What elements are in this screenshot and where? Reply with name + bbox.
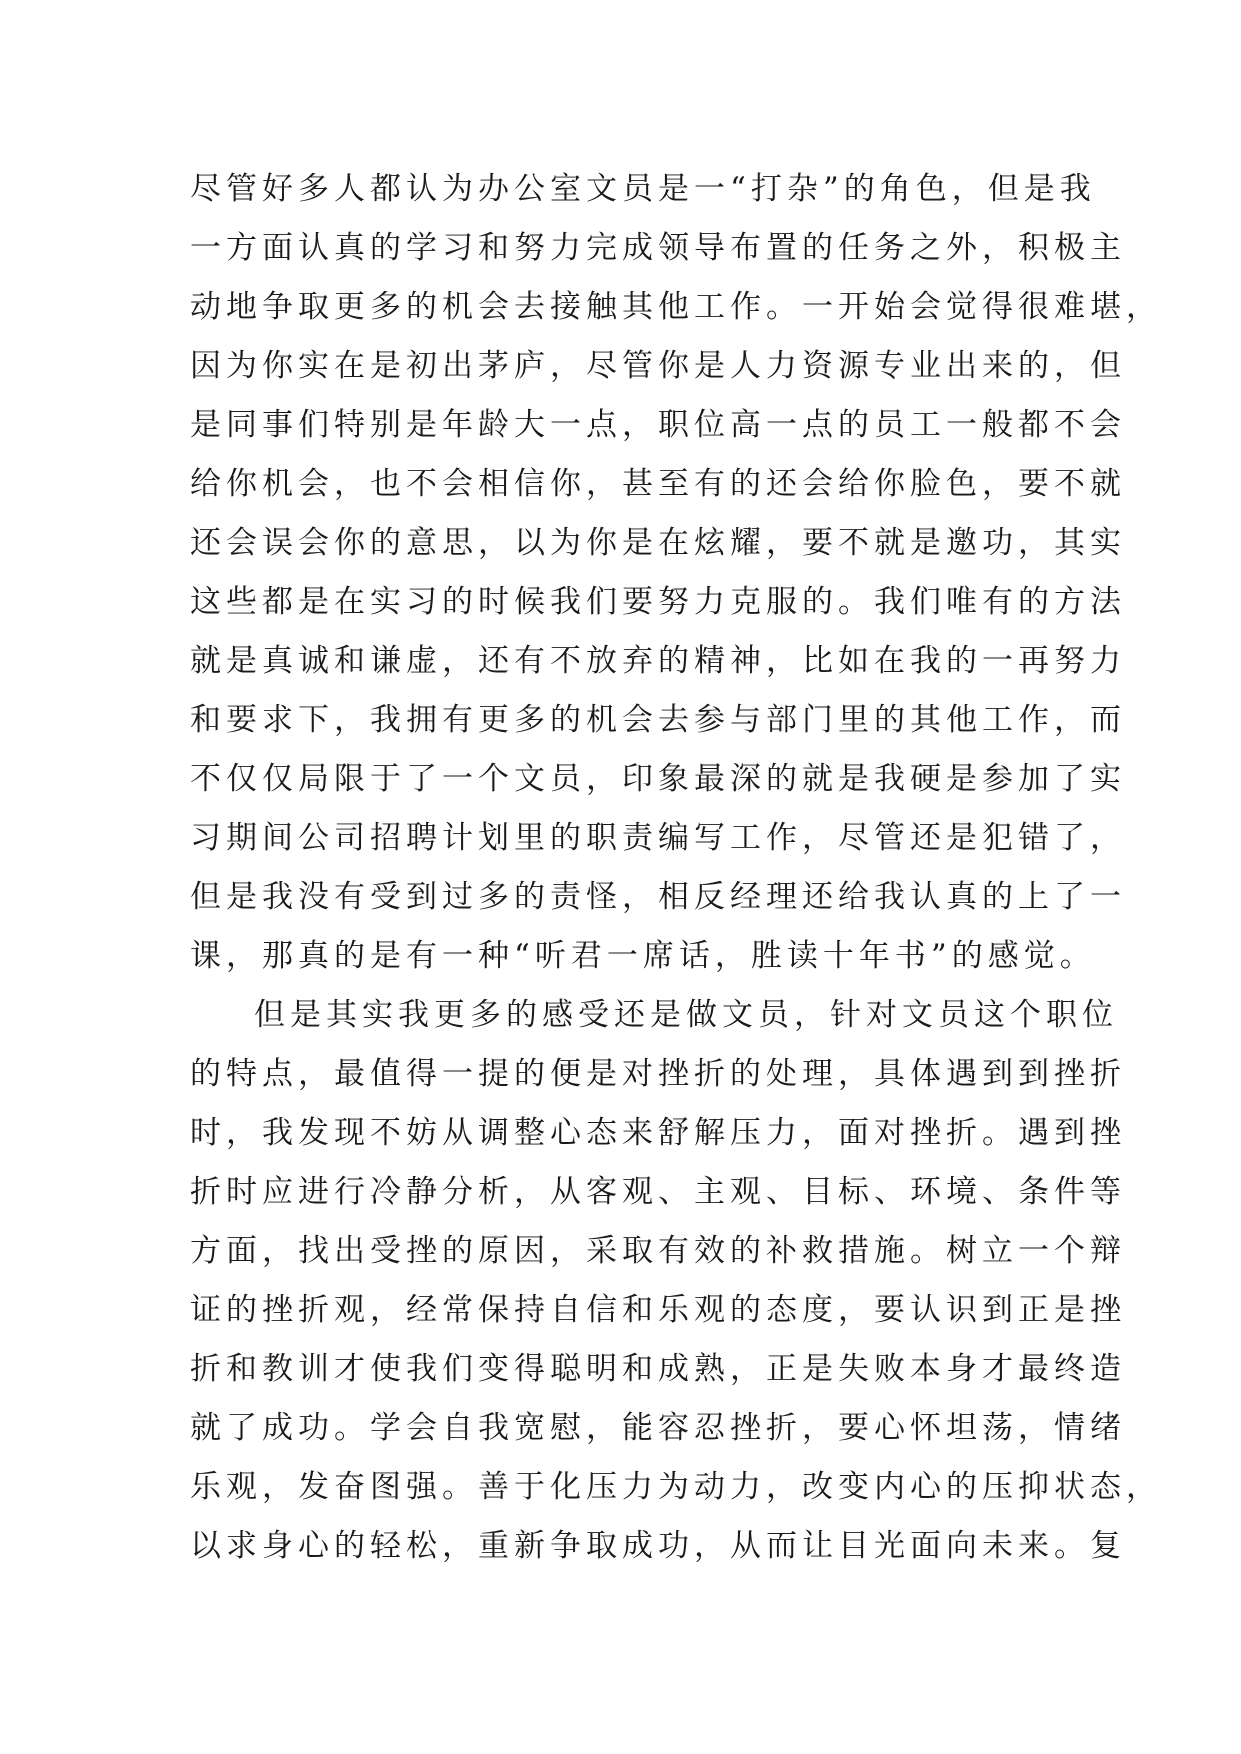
- text-line: 一方面认真的学习和努力完成领导布置的任务之外，积极主: [190, 230, 1126, 266]
- text-line: 折和教训才使我们变得聪明和成熟，正是失败本身才最终造: [190, 1351, 1126, 1387]
- paragraph-start-line: 但是其实我更多的感受还是做文员，针对文员这个职位: [254, 997, 1118, 1033]
- text-line: 的特点，最值得一提的便是对挫折的处理，具体遇到到挫折: [190, 1056, 1126, 1092]
- text-line: 尽管好多人都认为办公室文员是一“打杂”的角色，但是我: [190, 171, 1096, 207]
- text-line: 证的挫折观，经常保持自信和乐观的态度，要认识到正是挫: [190, 1292, 1126, 1328]
- text-line: 就是真诚和谦虚，还有不放弃的精神，比如在我的一再努力: [190, 643, 1126, 679]
- text-line: 动地争取更多的机会去接触其他工作。一开始会觉得很难堪，: [190, 289, 1162, 325]
- text-line: 习期间公司招聘计划里的职责编写工作，尽管还是犯错了，: [190, 820, 1126, 856]
- text-line: 乐观，发奋图强。善于化压力为动力，改变内心的压抑状态，: [190, 1469, 1162, 1505]
- text-line: 给你机会，也不会相信你，甚至有的还会给你脸色，要不就: [190, 466, 1126, 502]
- text-line: 因为你实在是初出茅庐，尽管你是人力资源专业出来的，但: [190, 348, 1126, 384]
- text-line: 这些都是在实习的时候我们要努力克服的。我们唯有的方法: [190, 584, 1126, 620]
- text-line: 时，我发现不妨从调整心态来舒解压力，面对挫折。遇到挫: [190, 1115, 1126, 1151]
- text-line: 是同事们特别是年龄大一点，职位高一点的员工一般都不会: [190, 407, 1126, 443]
- text-line: 就了成功。学会自我宽慰，能容忍挫折，要心怀坦荡，情绪: [190, 1410, 1126, 1446]
- body-text: [190, 160, 1162, 1576]
- text-line: 和要求下，我拥有更多的机会去参与部门里的其他工作，而: [190, 702, 1126, 738]
- text-line: 折时应进行冷静分析，从客观、主观、目标、环境、条件等: [190, 1174, 1126, 1210]
- text-line: 不仅仅局限于了一个文员，印象最深的就是我硬是参加了实: [190, 761, 1126, 797]
- text-line: 但是我没有受到过多的责怪，相反经理还给我认真的上了一: [190, 879, 1126, 915]
- text-line: 课，那真的是有一种“听君一席话，胜读十年书”的感觉。: [190, 938, 1096, 974]
- text-line: 还会误会你的意思，以为你是在炫耀，要不就是邀功，其实: [190, 525, 1126, 561]
- text-line: 方面，找出受挫的原因，采取有效的补救措施。树立一个辩: [190, 1233, 1126, 1269]
- text-line: 以求身心的轻松，重新争取成功，从而让目光面向未来。复: [190, 1528, 1126, 1564]
